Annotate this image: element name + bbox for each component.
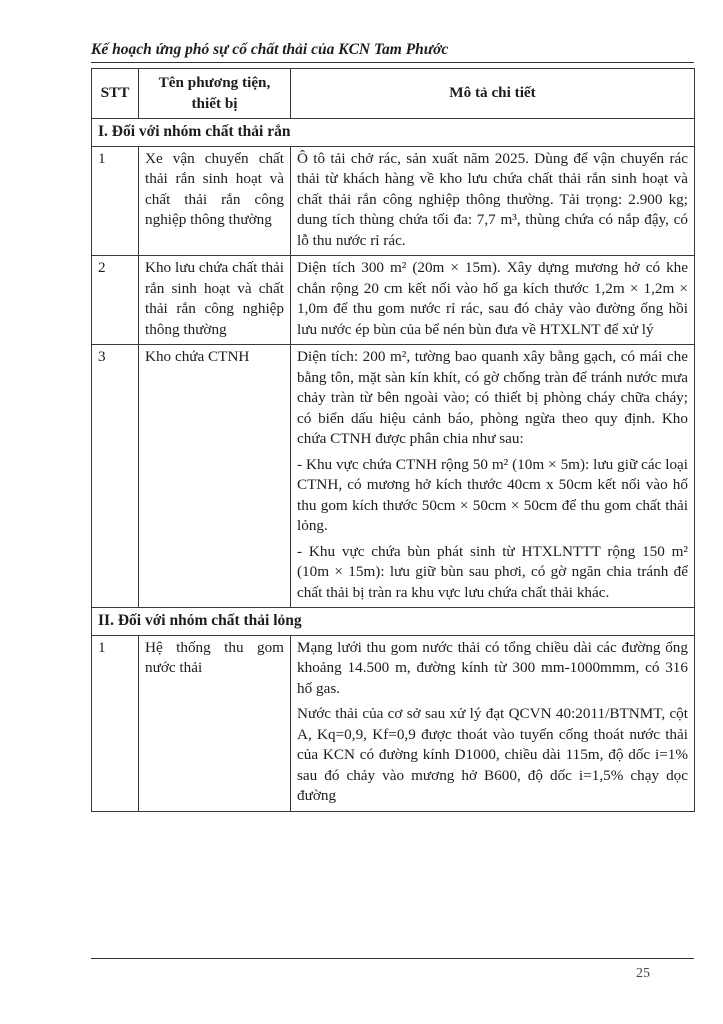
- header-rule: [91, 62, 694, 63]
- table-row: [92, 345, 695, 608]
- row-device: Kho lưu chứa chất thải rắn sinh hoạt và chất thải rắn công nghiệp thông thường: [139, 256, 291, 345]
- description-paragraph: Diện tích: 200 m², tường bao quanh xây bằng gạch, có mái che bằng tôn, mặt sàn kín khít, có gờ chống tràn để tránh nước mưa chảy tràn từ bên ngoài vào; có thiết bị phòng cháy chữa cháy; có biển dấu hiệu cảnh báo, phòng ngừa theo quy định. Kho chứa CTNH được phân chia như sau:: [297, 348, 688, 447]
- table-row: [92, 146, 695, 256]
- row-device: Xe vận chuyển chất thải rắn sinh hoạt và chất thải rắn công nghiệp thông thường: [139, 146, 291, 256]
- section-row-liquid-waste: [92, 608, 695, 636]
- section-row-solid-waste: [92, 119, 695, 147]
- description-paragraph: Ô tô tải chở rác, sản xuất năm 2025. Dùng để vận chuyển rác thải từ khách hàng về kho lưu chứa chất thải rắn sinh hoạt và chất thải rắn công nghiệp thông thường. Tải trọng: 2.900 kg; dung tích thùng chứa tối đa: 7,7 m³, thùng chứa có nắp đậy, có lỗ thu nước rỉ rác.: [297, 149, 688, 249]
- footer-rule: [91, 958, 694, 959]
- table-row: [92, 256, 695, 345]
- row-description: [291, 146, 695, 256]
- row-stt: 1: [92, 146, 139, 256]
- table-header-row: [92, 69, 695, 119]
- row-stt: 2: [92, 256, 139, 345]
- row-description: [291, 256, 695, 345]
- row-stt: 1: [92, 635, 139, 811]
- description-bullet: - Khu vực chứa bùn phát sinh từ HTXLNTTT rộng 150 m² (10m × 15m): lưu giữ bùn sau phơi, có gờ ngăn chia tránh để chất thải bị tràn ra khu vực lưu chứa chất thải khác.: [297, 542, 688, 601]
- row-device: Kho chứa CTNH: [139, 345, 291, 608]
- section-title: II. Đối với nhóm chất thải lỏng: [92, 608, 695, 636]
- column-header-desc: Mô tả chi tiết: [291, 69, 695, 119]
- table-row: [92, 635, 695, 811]
- row-device: Hệ thống thu gom nước thải: [139, 635, 291, 811]
- row-stt: 3: [92, 345, 139, 608]
- document-header: Kế hoạch ứng phó sự cố chất thải của KCN Tam Phước: [91, 41, 449, 58]
- row-description: [291, 345, 695, 608]
- column-header-stt: STT: [92, 69, 139, 119]
- column-header-device: Tên phương tiện, thiết bị: [139, 69, 291, 119]
- description-paragraph: Nước thải của cơ sở sau xử lý đạt QCVN 40:2011/BTNMT, cột A, Kq=0,9, Kf=0,9 được thoát vào tuyến cống thoát nước thải của KCN có đường kính D1000, chiều dài 115m, độ dốc i=1% sau đó chảy vào mương hở B600, độ dốc i=1,5% chạy dọc đường: [297, 705, 688, 804]
- description-paragraph: Mạng lưới thu gom nước thải có tổng chiều dài các đường ống khoảng 14.500 m, đường kính từ 300 mm-1000mmm, có 316 hố gas.: [297, 638, 688, 697]
- section-title: I. Đối với nhóm chất thải rắn: [92, 119, 695, 147]
- description-bullet: - Khu vực chứa CTNH rộng 50 m² (10m × 5m): lưu giữ các loại CTNH, có mương hở kích thước 40cm x 50cm kết nối vào hố thu gom kích thước 50cm × 50cm × 50cm để thu gom chất thải lỏng.: [297, 455, 688, 534]
- page-number: 25: [636, 966, 650, 981]
- equipment-table: [91, 68, 695, 812]
- description-paragraph: Diện tích 300 m² (20m × 15m). Xây dựng mương hở có khe chắn rộng 20 cm kết nối vào hố ga kích thước 1,2m × 1,2m × 1,0m để thu gom nước rỉ rác, sau đó chảy vào đường ống hồi lưu nước ép bùn của bể nén bùn đưa về HTXLNT để xử lý: [297, 259, 688, 338]
- row-description: [291, 635, 695, 811]
